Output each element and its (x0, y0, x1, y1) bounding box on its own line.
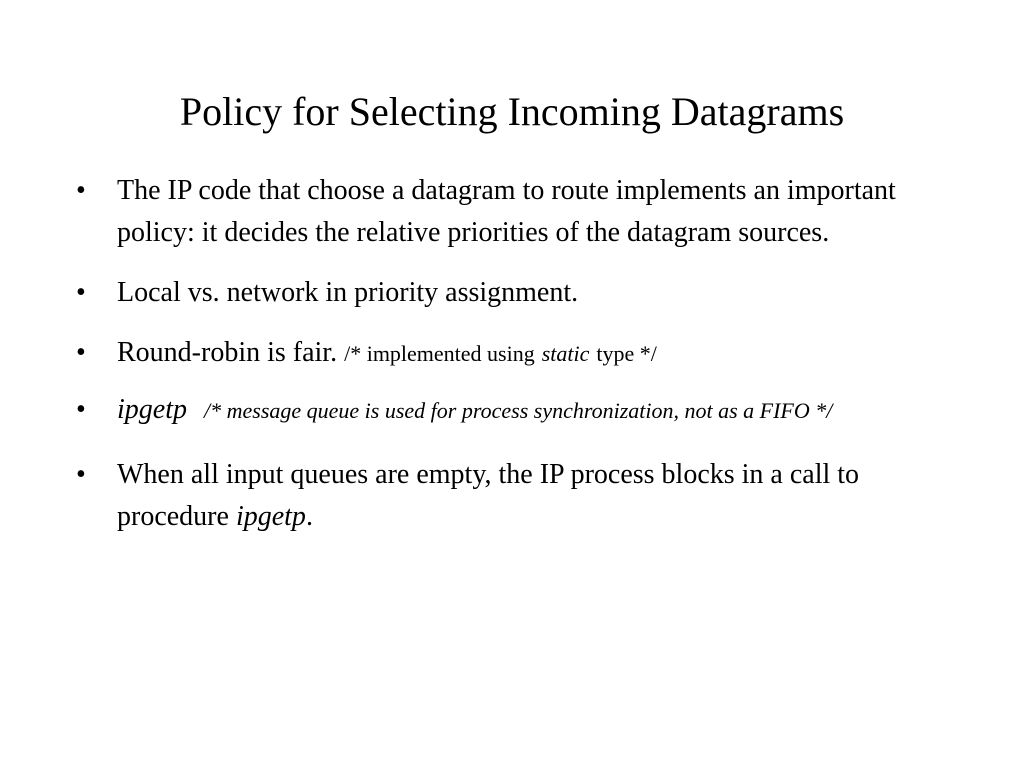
slide-title: Policy for Selecting Incoming Datagrams (179, 89, 845, 134)
bullet-icon: • (76, 175, 86, 206)
bullet-list (72, 170, 952, 556)
bullet-item-ipgetp (72, 393, 952, 428)
bullet-text: The IP code that choose a datagram to route implements an important policy: it decides the relative priorities of the datagram sources. (117, 175, 896, 248)
code-keyword-static: static (541, 341, 590, 366)
bullet-icon: • (76, 337, 86, 368)
bullet-text-end: . (305, 501, 313, 532)
bullet-item-ip-code-policy (72, 170, 952, 254)
bullet-text: When all input queues are empty, the IP process blocks in a call to procedure (117, 459, 860, 532)
bullet-item-local-vs-network (72, 272, 952, 314)
code-comment-end: type */ (596, 341, 657, 366)
bullet-item-round-robin (72, 332, 952, 375)
bullet-icon: • (76, 459, 86, 490)
code-comment-start: /* implemented using (344, 341, 535, 366)
procedure-name-ipgetp: ipgetp (117, 394, 187, 425)
code-comment-message-queue: /* message queue is used for process synchronization, not as a FIFO */ (204, 398, 833, 423)
procedure-name-ipgetp: ipgetp (235, 501, 306, 532)
bullet-text: Round-robin is fair. (117, 337, 338, 368)
bullet-item-input-queues-empty (72, 454, 952, 538)
bullet-text: Local vs. network in priority assignment. (117, 277, 579, 308)
bullet-icon: • (76, 277, 86, 308)
bullet-icon: • (76, 394, 86, 425)
